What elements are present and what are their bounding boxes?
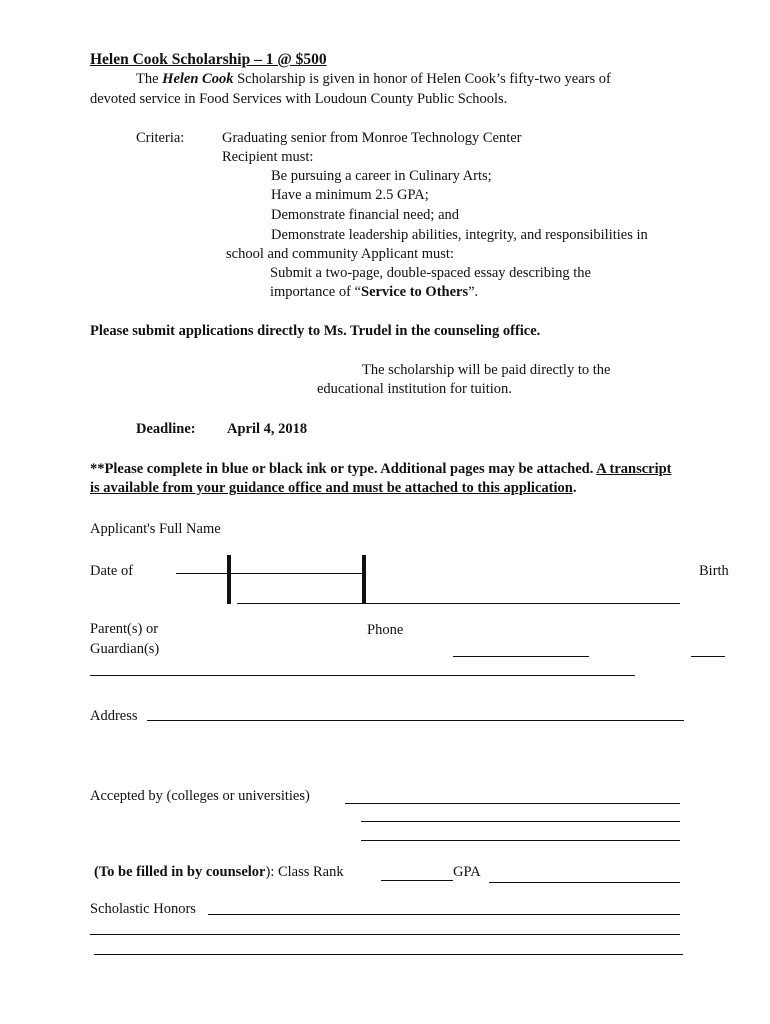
essay-line-1: Submit a two-page, double-spaced essay describing the (270, 265, 591, 281)
dob-underline[interactable] (237, 603, 680, 604)
honoree-name: Helen Cook (162, 71, 234, 87)
criteria-item: Be pursuing a career in Culinary Arts; (271, 168, 492, 184)
accepted-field-line[interactable] (345, 803, 680, 804)
phone-field-line[interactable] (453, 656, 589, 657)
ink-note-text: **Please complete in blue or black ink or type. Additional pages may be attached. (90, 461, 597, 477)
criteria-item: Demonstrate leadership abilities, integrity, and responsibilities in (271, 227, 648, 243)
gpa-label: GPA (453, 864, 481, 880)
accepted-field-line[interactable] (361, 840, 680, 841)
ink-note-line-1 (90, 461, 672, 478)
criteria-line-2: Recipient must: (222, 149, 314, 165)
criteria-item: Have a minimum 2.5 GPA; (271, 187, 429, 203)
intro-lead: The (136, 71, 163, 87)
ink-note-line-2 (90, 480, 576, 497)
essay-line-2 (270, 284, 478, 301)
honors-field-line[interactable] (208, 914, 680, 915)
counselor-row (94, 864, 344, 881)
guardian-label: Guardian(s) (90, 641, 160, 657)
essay-post: ”. (468, 284, 479, 300)
transcript-note-cont: is available from your guidance office and must be attached to this application (90, 480, 573, 496)
gpa-field-line[interactable] (489, 882, 680, 883)
honors-field-line[interactable] (90, 934, 680, 935)
accepted-label: Accepted by (colleges or universities) (90, 788, 310, 804)
address-field-line[interactable] (147, 720, 684, 721)
honors-field-line[interactable] (94, 954, 683, 955)
full-name-label: Applicant's Full Name (90, 521, 221, 537)
address-label: Address (90, 708, 138, 724)
accepted-field-line[interactable] (361, 821, 680, 822)
guardian-field-line[interactable] (90, 675, 635, 676)
criteria-label: Criteria: (136, 130, 185, 146)
intro-rest: Scholarship is given in honor of Helen Cook’s fifty-two years of (233, 71, 611, 87)
criteria-wrap: school and community Applicant must: (226, 246, 454, 262)
intro-line-2: devoted service in Food Services with Loudoun County Public Schools. (90, 91, 508, 107)
phone-ext-line[interactable] (691, 656, 725, 657)
dob-divider (362, 555, 366, 604)
submit-note: Please submit applications directly to Ms. Trudel in the counseling office. (90, 323, 541, 339)
birth-label: Birth (699, 563, 729, 579)
service-to-others: Service to Others (361, 284, 469, 300)
class-rank-field-line[interactable] (381, 880, 453, 881)
transcript-note: A transcript (596, 461, 672, 477)
intro-paragraph (136, 71, 611, 88)
ink-note-period: . (572, 480, 577, 496)
honors-label: Scholastic Honors (90, 901, 196, 917)
deadline-date: April 4, 2018 (227, 421, 308, 437)
paid-note-line-2: educational institution for tuition. (317, 381, 512, 397)
date-of-label: Date of (90, 563, 134, 579)
parent-label: Parent(s) or (90, 621, 159, 637)
dob-field-line[interactable] (176, 573, 363, 574)
criteria-item: Demonstrate financial need; and (271, 207, 460, 223)
counselor-label: (To be filled in by counselor (94, 864, 266, 880)
criteria-line-1: Graduating senior from Monroe Technology Center (222, 130, 522, 146)
dob-divider (227, 555, 231, 604)
page-title: Helen Cook Scholarship – 1 @ $500 (90, 51, 327, 68)
essay-pre: importance of “ (270, 284, 361, 300)
class-rank-label: ): Class Rank (265, 864, 344, 880)
phone-label: Phone (367, 622, 404, 638)
deadline-label: Deadline: (136, 421, 196, 437)
paid-note-line-1: The scholarship will be paid directly to the (362, 362, 611, 378)
